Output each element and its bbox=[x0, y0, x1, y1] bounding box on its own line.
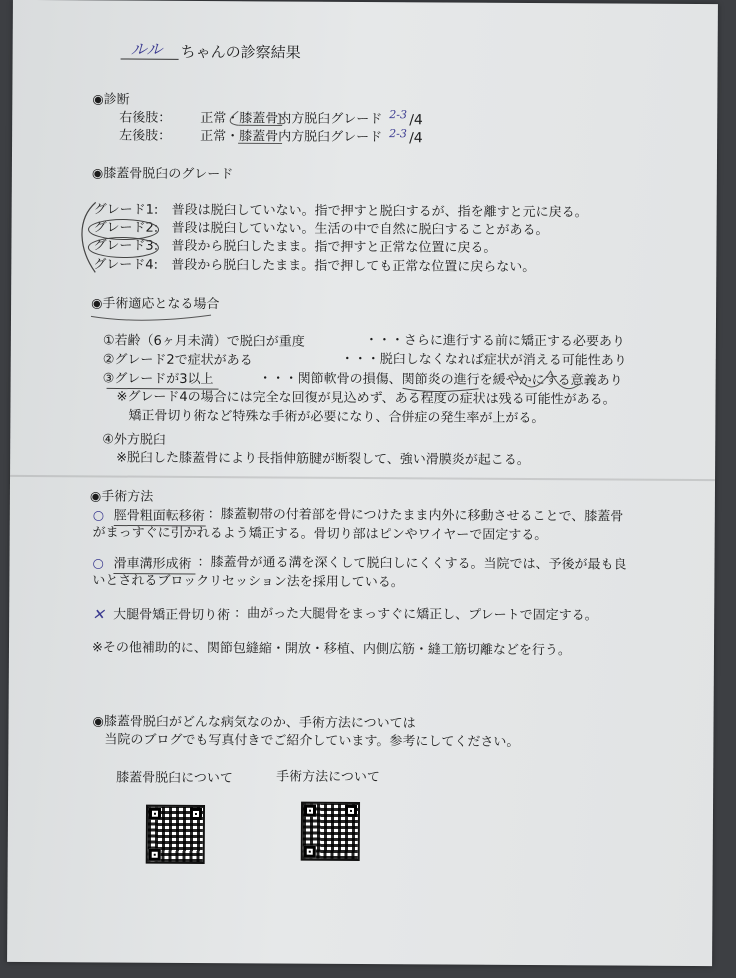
method-3-text: ：曲がった大腿骨をまっすぐに矯正し、プレートで固定する。 bbox=[234, 606, 598, 624]
grade-1-label: グレード1: bbox=[93, 202, 159, 218]
indication-note-2: 矯正骨切り術など特殊な手術が必要になり、合併症の発生率が上がる。 bbox=[128, 408, 545, 427]
method-3-mark: ✕ bbox=[92, 605, 105, 624]
method-1-name: 脛骨粗面転移術 bbox=[113, 508, 205, 525]
page-title: ちゃんの診察結果 bbox=[180, 42, 301, 62]
grade-4-text: 普段から脱臼したまま。指で押しても正常な位置に戻らない。 bbox=[171, 257, 536, 276]
indication-3-right: ・・・関節軟骨の損傷、関節炎の進行を緩やかにする意義あり bbox=[258, 371, 623, 389]
blog-line-2: 当院のブログでも写真付きでご紹介しています。参考にしてください。 bbox=[104, 732, 520, 750]
right-leg-grade-suffix: /4 bbox=[409, 112, 423, 129]
grade-3-text: 普段から脱臼したまま。指で押すと正常な位置に戻る。 bbox=[171, 238, 497, 256]
grade-4-label: グレード4: bbox=[93, 257, 159, 273]
grade-1-text: 普段は脱臼していない。指で押すと脱臼するが、指を離すと元に戻る。 bbox=[171, 202, 588, 221]
right-leg-text: 正常・膝蓋骨内方脱臼グレード bbox=[200, 111, 383, 128]
method-1-text-2: がまっすぐに引かれるよう矯正する。骨切り部はピンやワイヤーで固定する。 bbox=[92, 525, 548, 544]
indication-4: ④外方脱臼 bbox=[102, 432, 166, 448]
methods-heading: ◉手術方法 bbox=[89, 489, 154, 505]
qr-2-label: 手術方法について bbox=[276, 769, 380, 786]
indication-2-left: ②グレード2で症状がある bbox=[102, 352, 253, 369]
indication-1-right: ・・・さらに進行する前に矯正する必要あり bbox=[364, 333, 625, 350]
method-2-name: 滑車溝形成術 bbox=[113, 556, 192, 572]
method-2-mark: ○ bbox=[92, 556, 104, 572]
indication-2-right: ・・・脱臼しなくなれば症状が消える可能性あり bbox=[340, 351, 627, 369]
qr-code-patella[interactable] bbox=[146, 805, 205, 864]
left-leg-grade: 2-3 bbox=[389, 127, 407, 141]
right-leg-label: 右後肢： bbox=[119, 110, 172, 126]
right-leg-grade: 2-3 bbox=[389, 108, 408, 122]
method-2-text: ：膝蓋骨が通る溝を深くして脱臼しにくくする。当院では、予後が最も良 bbox=[197, 554, 627, 573]
left-leg-text: 正常・膝蓋骨内方脱臼グレード bbox=[200, 129, 383, 146]
left-leg-grade-suffix: /4 bbox=[409, 130, 423, 147]
indication-note-3: ※脱臼した膝蓋骨により長指伸筋腱が断裂して、強い滑膜炎が起こる。 bbox=[116, 450, 530, 469]
qr-code-surgery[interactable] bbox=[301, 802, 360, 861]
methods-note: ※その他補助的に、関節包縫縮・開放・移植、内側広筋・縫工筋切離などを行う。 bbox=[91, 640, 571, 659]
grade-2-label: グレード2: bbox=[93, 220, 159, 236]
blog-line-1: ◉膝蓋骨脱臼がどんな病気なのか、手術方法については bbox=[92, 714, 416, 732]
pet-name: ルル bbox=[130, 39, 163, 59]
left-leg-label: 左後肢： bbox=[119, 128, 172, 144]
method-2-text-2: いとされるブロックリセッション法を採用している。 bbox=[92, 573, 404, 591]
grades-heading: ◉膝蓋骨脱臼のグレード bbox=[91, 166, 234, 183]
grade-3-label: グレード3: bbox=[93, 238, 159, 254]
indication-note-1: ※グレード4の場合には完全な回復が見込めず、ある程度の症状は残る可能性がある。 bbox=[116, 389, 616, 408]
grade-2-text: 普段は脱臼していない。生活の中で自然に脱臼することがある。 bbox=[171, 220, 549, 239]
method-1-mark: ○ bbox=[92, 508, 105, 524]
indications-heading: ◉手術適応となる場合 bbox=[91, 296, 220, 313]
qr-1-label: 膝蓋骨脱臼について bbox=[116, 770, 233, 787]
indication-1-left: ①若齢（6ヶ月未満）で脱臼が重度 bbox=[102, 333, 305, 350]
diagnosis-heading: ◉診断 bbox=[92, 92, 130, 108]
paper-fold bbox=[10, 475, 715, 481]
method-1-text: ：膝蓋靭帯の付着部を骨につけたまま内外に移動させることで、膝蓋骨 bbox=[207, 507, 624, 525]
method-3-name: 大腿骨矯正骨切り術 bbox=[113, 607, 231, 624]
document-paper bbox=[7, 0, 718, 966]
indication-3-left: ③グレードが3以上 bbox=[102, 371, 214, 388]
